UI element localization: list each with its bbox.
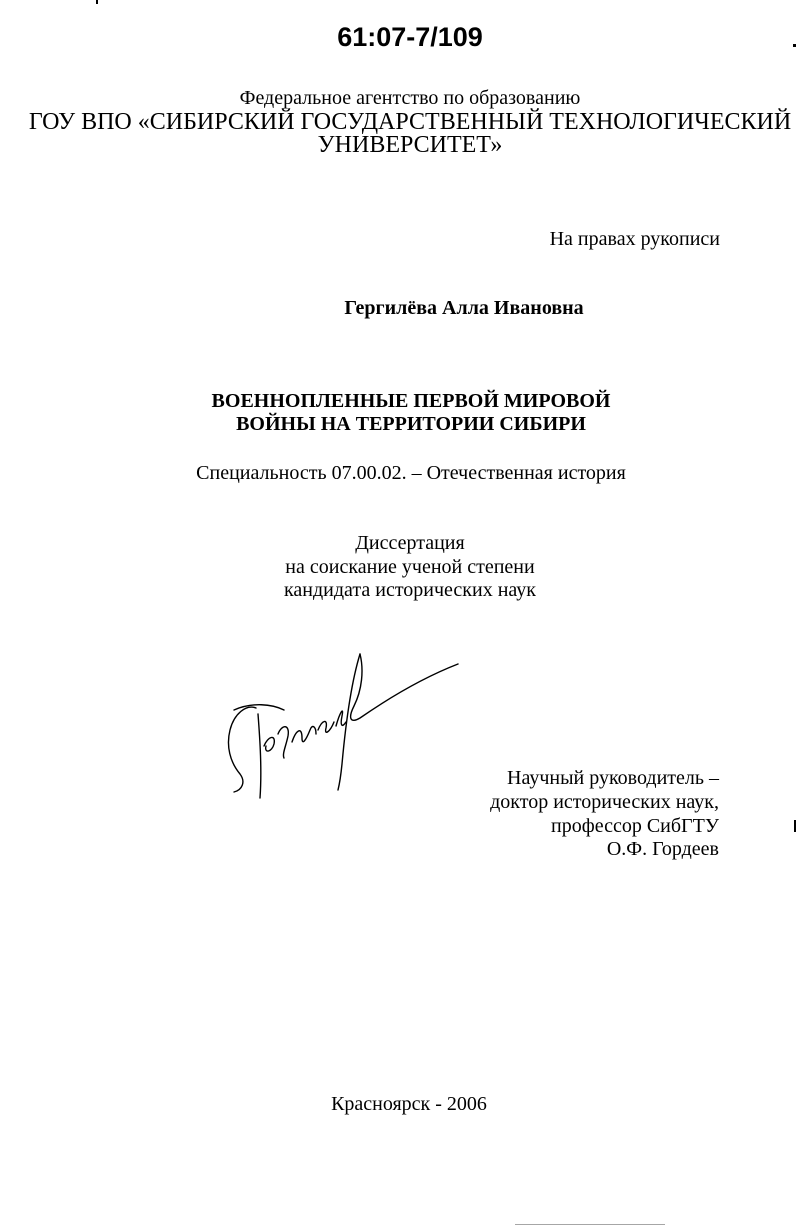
dissertation-title-line1: ВОЕННОПЛЕННЫЕ ПЕРВОЙ МИРОВОЙ — [211, 390, 611, 412]
catalog-code: 61:07-7/109 — [337, 22, 483, 52]
specialty: Специальность 07.00.02. – Отечественная история — [196, 462, 626, 484]
university-name-line2: УНИВЕРСИТЕТ» — [317, 132, 503, 158]
supervisor-position: профессор СибГТУ — [551, 815, 719, 837]
dissertation-type: Диссертация — [355, 532, 465, 554]
scan-mark-right — [794, 820, 796, 832]
author-name: Гергилёва Алла Ивановна — [344, 297, 584, 319]
scan-mark-bottom — [515, 1224, 665, 1225]
handwritten-signature-icon — [212, 650, 464, 802]
rights-note: На правах рукописи — [549, 228, 720, 250]
dissertation-title-line2: ВОЙНЫ НА ТЕРРИТОРИИ СИБИРИ — [236, 413, 586, 435]
supervisor-degree: доктор исторических наук, — [490, 791, 719, 813]
supervisor-role: Научный руководитель – — [507, 767, 719, 789]
city-year: Красноярск - 2006 — [331, 1093, 487, 1115]
scan-mark-top — [96, 0, 98, 4]
degree-name: кандидата исторических наук — [283, 579, 537, 601]
agency-name: Федеральное агентство по образованию — [239, 87, 581, 109]
degree-purpose: на соискание ученой степени — [285, 556, 535, 578]
university-name-line1: ГОУ ВПО «СИБИРСКИЙ ГОСУДАРСТВЕННЫЙ ТЕХНОЛОГИЧЕСКИЙ — [28, 109, 792, 135]
supervisor-name: О.Ф. Гордеев — [606, 838, 719, 860]
